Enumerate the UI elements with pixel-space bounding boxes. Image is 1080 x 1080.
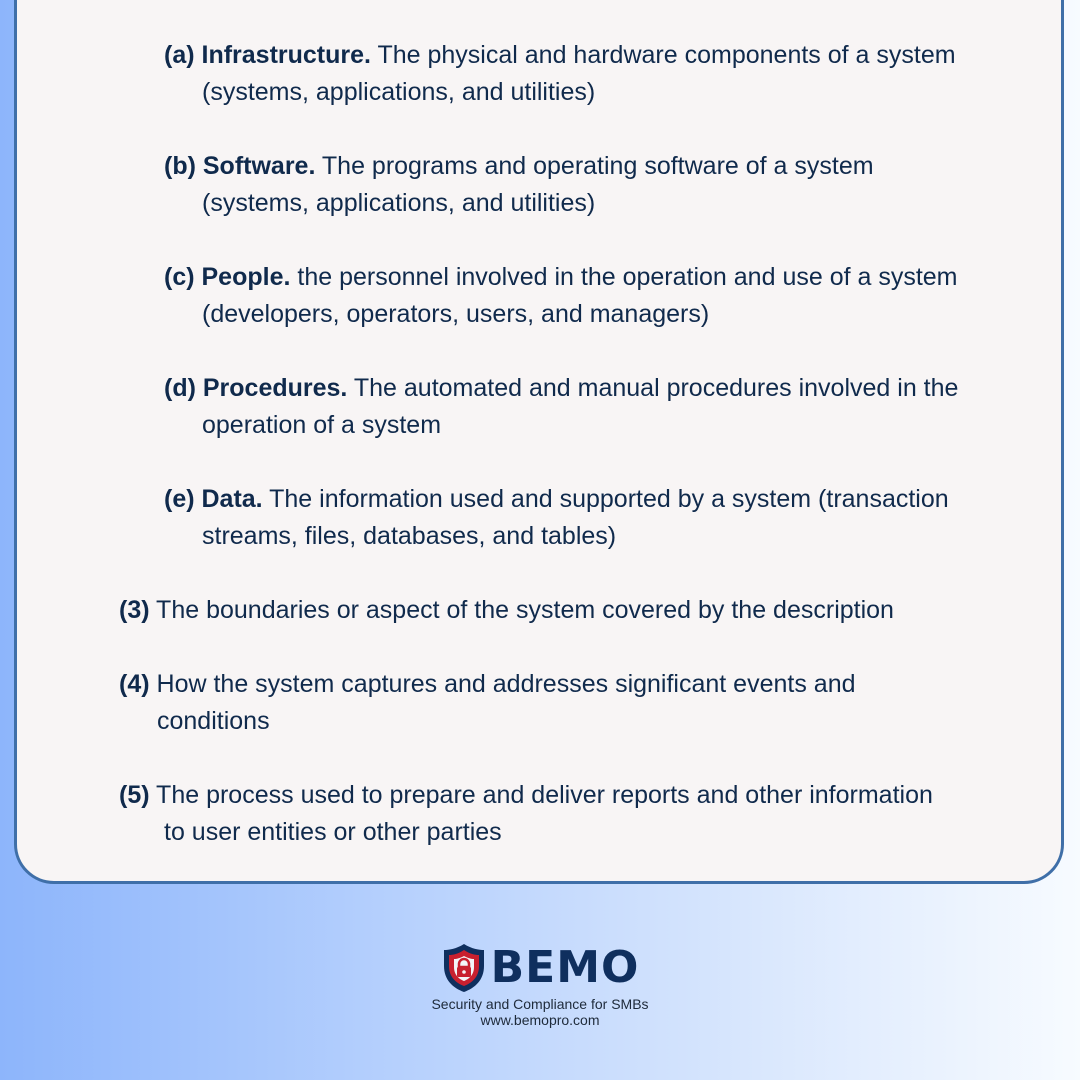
list-item-procedures xyxy=(164,370,958,444)
footer xyxy=(0,940,1080,1028)
list-item-3 xyxy=(119,592,894,629)
website-link[interactable]: www.bemopro.com xyxy=(480,1012,600,1028)
logo xyxy=(0,940,1080,996)
item-continuation: operation of a system xyxy=(202,411,442,439)
item-text: The programs and operating software of a system xyxy=(315,152,874,180)
brand-name: BEMO xyxy=(490,942,640,993)
item-continuation: (systems, applications, and utilities) xyxy=(202,78,596,106)
item-text: The boundaries or aspect of the system covered by the description xyxy=(149,596,894,624)
item-label: (3) xyxy=(119,596,150,624)
item-label: (d) Procedures. xyxy=(164,374,348,402)
item-continuation: streams, files, databases, and tables) xyxy=(202,522,617,550)
item-continuation: (systems, applications, and utilities) xyxy=(202,189,596,217)
item-continuation: conditions xyxy=(157,707,270,735)
item-label: (a) Infrastructure. xyxy=(164,41,371,69)
list-item-infrastructure xyxy=(164,37,956,111)
item-label: (5) xyxy=(119,781,150,809)
list-item-5 xyxy=(119,777,933,851)
item-continuation: (developers, operators, users, and managers) xyxy=(202,300,710,328)
list-item-people xyxy=(164,259,958,333)
item-label: (c) People. xyxy=(164,263,291,291)
list-item-data xyxy=(164,481,949,555)
item-continuation: to user entities or other parties xyxy=(164,818,502,846)
item-text: The process used to prepare and deliver reports and other information xyxy=(149,781,933,809)
shield-lock-icon xyxy=(441,942,487,994)
item-label: (e) Data. xyxy=(164,485,263,513)
item-text: The information used and supported by a system (transaction xyxy=(262,485,949,513)
list-item-software xyxy=(164,148,874,222)
tagline: Security and Compliance for SMBs xyxy=(431,996,649,1012)
item-text: The physical and hardware components of a system xyxy=(370,41,956,69)
list-item-4 xyxy=(119,666,856,740)
item-label: (b) Software. xyxy=(164,152,316,180)
item-text: The automated and manual procedures involved in the xyxy=(347,374,959,402)
item-text: How the system captures and addresses significant events and xyxy=(149,670,856,698)
item-text: the personnel involved in the operation and use of a system xyxy=(290,263,958,291)
item-label: (4) xyxy=(119,670,150,698)
